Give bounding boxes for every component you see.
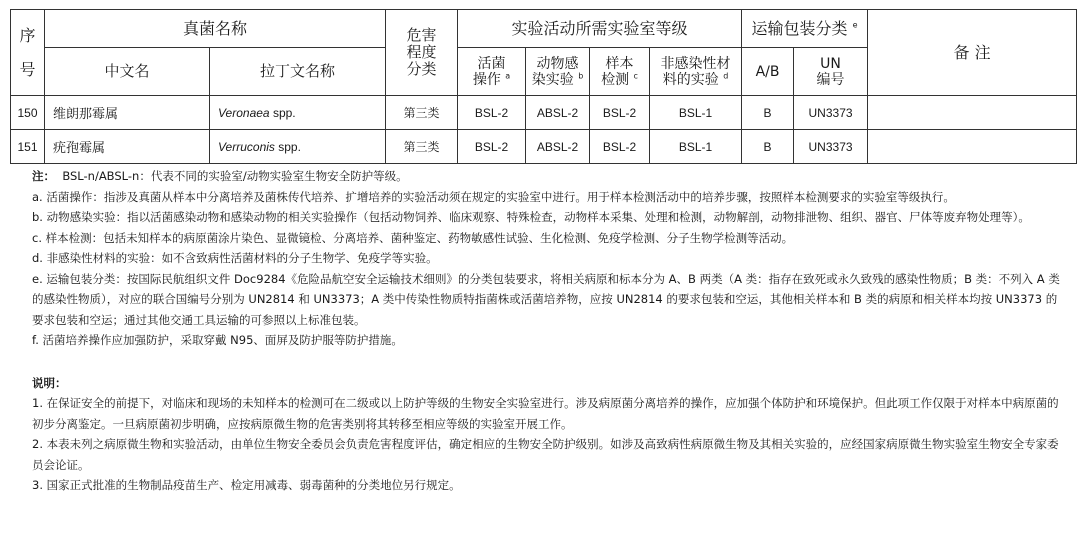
explanation-item-1: 1. 在保证安全的前提下，对临床和现场的未知样本的检测可在二级或以上防护等级的生物安全实验室进行。涉及病原菌分离培养的操作，应加强个体防护和环境保护。但此项工作仅限于对样本中病原菌的初步分离鉴定。一旦病原菌初步明确，应按病原微生物的危害类别将其转移至相应等级的实验室开展工作。 — [32, 396, 1059, 431]
notes-section — [32, 166, 1062, 496]
explanation-label: 说明： — [32, 375, 67, 390]
sample-test-header: 样本 检测 $^c$ — [590, 48, 650, 96]
un-header: UN 编号 — [794, 48, 868, 96]
noninfect-cell: BSL-1 — [650, 130, 742, 164]
explanation-item-3: 3. 国家正式批准的生物制品疫苗生产、检定用减毒、弱毒菌种的分类地位另行规定。 — [32, 478, 461, 492]
note-a: a. 活菌操作：指涉及真菌从样本中分离培养及菌株传代培养、扩增培养的实验活动须在规定的实验室中进行。用于样本检测活动中的培养步骤，按照样本检测要求的实验室等级执行。 — [32, 189, 955, 204]
fungus-classification-table — [10, 9, 1077, 164]
note-d: d. 非感染性材料的实验：如不含致病性活菌材料的分子生物学、免疫学等实验。 — [32, 251, 438, 265]
sample-cell: BSL-2 — [590, 96, 650, 130]
remarks-cell — [868, 96, 1077, 130]
note-e: e. 运输包装分类：按国际民航组织文件 Doc9284《危险品航空安全运输技术细则》的分类包装要求，将相关病原和标本分为 A、B 两类（A 类：指存在致死或永久致残的感染性物质；B 类：不列入 A 类的感染性物质），对应的联合国编号分别为 UN2814 和 UN3373；A 类中传染性物质特指菌株或活菌培养物，应按 UN2814 的要求包装和空运，其他相关样本和 B 类的病原和相关样本均按 UN3373 的要求包装和空运；通过其他交通工具运输的可参照以上标准包装。 — [32, 271, 1060, 327]
noninfect-header: 非感染性材 料的实验 $^d$ — [650, 48, 742, 96]
animal-cell: ABSL-2 — [526, 96, 590, 130]
seq-cell: 151 — [11, 130, 45, 164]
notes-label: 注： — [32, 169, 55, 183]
hazard-cell: 第三类 — [386, 96, 458, 130]
hazard-header: 危害 程度 分类 — [386, 10, 458, 96]
animal-infection-header: 动物感 染实验 $^b$ — [526, 48, 590, 96]
latin-name-cell: Veronaea spp. — [210, 96, 386, 130]
remarks-header: 备 注 — [868, 10, 1077, 96]
note-c: c. 样本检测：包括未知样本的病原菌涂片染色、显微镜检、分离培养、菌种鉴定、药物敏感性试验、生化检测、免疫学检测、分子生物学检测等活动。 — [32, 230, 794, 245]
latin-name-cell: Verruconis spp. — [210, 130, 386, 164]
ab-cell: B — [742, 130, 794, 164]
live-culture-header: 活菌 操作 $^a$ — [458, 48, 526, 96]
seq-header: 序 号 — [11, 10, 45, 96]
remarks-cell — [868, 130, 1077, 164]
note-b: b. 动物感染实验：指以活菌感染动物和感染动物的相关实验操作（包括动物饲养、临床观察、特殊检查，动物样本采集、处理和检测，动物解剖，动物排泄物、组织、器官、尸体等废弃物处理等）。 — [32, 210, 1030, 224]
animal-cell: ABSL-2 — [526, 130, 590, 164]
lab-level-header: 实验活动所需实验室等级 — [458, 10, 742, 48]
live-cell: BSL-2 — [458, 96, 526, 130]
live-cell: BSL-2 — [458, 130, 526, 164]
un-cell: UN3373 — [794, 96, 868, 130]
sample-cell: BSL-2 — [590, 130, 650, 164]
fungus-name-header: 真菌名称 — [45, 10, 386, 48]
transport-header: 运输包装分类 $^e$ — [742, 10, 868, 48]
table-row — [11, 130, 1077, 164]
cn-name-cell: 疣孢霉属 — [45, 130, 210, 164]
explanation-item-2: 2. 本表未列之病原微生物和实验活动，由单位生物安全委员会负责危害程度评估，确定相应的生物安全防护级别。如涉及高致病性病原微生物及其相关实验的，应经国家病原微生物实验室生物安全专家委员会论证。 — [32, 437, 1059, 472]
hazard-cell: 第三类 — [386, 130, 458, 164]
noninfect-cell: BSL-1 — [650, 96, 742, 130]
ab-header: A/B — [742, 48, 794, 96]
un-cell: UN3373 — [794, 130, 868, 164]
note-f: f. 活菌培养操作应加强防护，采取穿戴 N95、面屏及防护服等防护措施。 — [32, 333, 403, 347]
table-row — [11, 96, 1077, 130]
cn-name-cell: 维朗那霉属 — [45, 96, 210, 130]
seq-cell: 150 — [11, 96, 45, 130]
note-intro: 注： BSL-n/ABSL-n：代表不同的实验室/动物实验室生物安全防护等级。 — [32, 169, 408, 183]
ab-cell: B — [742, 96, 794, 130]
latin-name-header: 拉丁文名称 — [210, 48, 386, 96]
cn-name-header: 中文名 — [45, 48, 210, 96]
